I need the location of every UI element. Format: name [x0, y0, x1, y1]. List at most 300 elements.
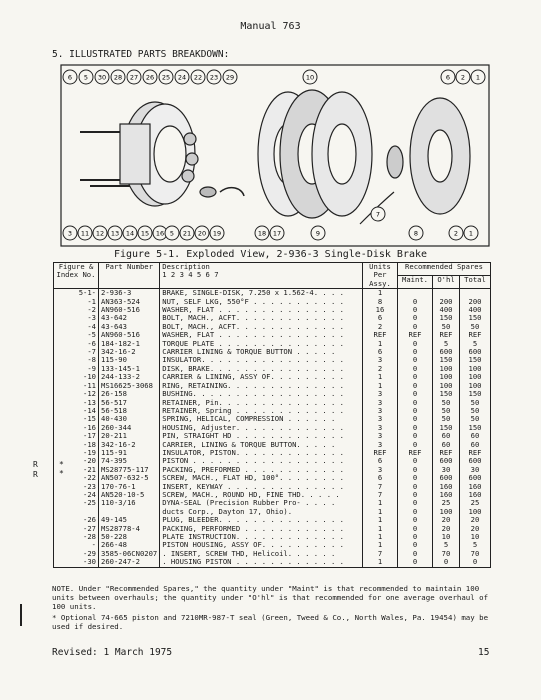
cell-total: 30 [460, 466, 491, 474]
cell-units: 16 [363, 306, 398, 314]
svg-text:26: 26 [145, 73, 155, 82]
cell-units: 6 [363, 457, 398, 465]
indent-levels: 1 2 3 4 5 6 7 [162, 270, 219, 280]
cell-total: 400 [460, 306, 491, 314]
cell-units: 3 [363, 415, 398, 423]
cell-total: 5 [460, 340, 491, 348]
svg-text:17: 17 [272, 229, 282, 238]
svg-text:22: 22 [193, 73, 203, 82]
cell-ohl: REF [433, 449, 460, 457]
cell-part-number: 342-16-2 [99, 441, 160, 449]
page-number: 15 [478, 647, 490, 658]
cell-units: 1 [363, 558, 398, 567]
svg-text:10: 10 [305, 73, 315, 82]
cell-ohl: 70 [433, 550, 460, 558]
cell-ohl: 150 [433, 424, 460, 432]
cell-maint: 0 [398, 373, 433, 381]
callout-8 [409, 226, 423, 240]
cell-units: 1 [363, 499, 398, 507]
cell-part-number: 50-228 [99, 533, 160, 541]
col-recommended-spares: Recommended Spares [398, 263, 491, 276]
optional-asterisk: * [59, 460, 64, 469]
svg-text:8: 8 [413, 229, 419, 238]
cell-part-number: 3585-06CN0207 [99, 550, 160, 558]
col-ohl: O'hl [433, 276, 460, 289]
cell-total: 100 [460, 373, 491, 381]
cell-total: 5 [460, 541, 491, 549]
callout-26 [143, 70, 157, 84]
cell-units: 3 [363, 441, 398, 449]
cell-figure-index: -24 [54, 491, 99, 499]
cell-part-number: AN520-10-5 [99, 491, 160, 499]
cell-description: SPRING, HELICAL, COMPRESSION . . . . . . [160, 415, 363, 423]
cell-ohl: 150 [433, 356, 460, 364]
cell-units: 1 [363, 373, 398, 381]
cell-ohl: 60 [433, 432, 460, 440]
change-bar [20, 604, 22, 626]
cell-ohl: 600 [433, 348, 460, 356]
cell-part-number: AN960-516 [99, 306, 160, 314]
cell-ohl: 5 [433, 541, 460, 549]
cell-description: INSULATOR. . . . . . . . . . . . . . . . . [160, 356, 363, 364]
cell-ohl: 25 [433, 499, 460, 507]
exploded-view-figure [60, 64, 490, 247]
cell-units: 3 [363, 399, 398, 407]
callout-21 [180, 226, 194, 240]
cell-units: 1 [363, 541, 398, 549]
cell-maint: 0 [398, 298, 433, 306]
cell-total: 100 [460, 382, 491, 390]
cell-maint: 0 [398, 499, 433, 507]
svg-text:20: 20 [197, 229, 207, 238]
cell-part-number: 260-344 [99, 424, 160, 432]
callout-1 [464, 226, 478, 240]
description-heading: Description [162, 262, 210, 271]
svg-text:28: 28 [113, 73, 123, 82]
cell-total: 160 [460, 491, 491, 499]
cell-part-number: AN960-516 [99, 331, 160, 339]
svg-text:23: 23 [209, 73, 219, 82]
cell-figure-index: -10 [54, 373, 99, 381]
callout-3 [63, 226, 77, 240]
callout-28 [111, 70, 125, 84]
cell-figure-index: -26 [54, 516, 99, 524]
callout-20 [195, 226, 209, 240]
cell-maint: 0 [398, 474, 433, 482]
cell-part-number: 56-518 [99, 407, 160, 415]
cell-ohl: 100 [433, 508, 460, 516]
callout-27 [127, 70, 141, 84]
callout-6 [441, 70, 455, 84]
svg-text:1: 1 [468, 229, 474, 238]
cell-ohl: 160 [433, 483, 460, 491]
cell-ohl: 100 [433, 382, 460, 390]
cell-total: 70 [460, 550, 491, 558]
cell-description: PISTON . . . . . . . . . . . . . . . . . . [160, 457, 363, 465]
svg-text:3: 3 [67, 229, 73, 238]
cell-units: 7 [363, 491, 398, 499]
cell-description: DISK, BRAKE. . . . . . . . . . . . . . . . [160, 365, 363, 373]
cell-figure-index: -11 [54, 382, 99, 390]
cell-ohl: 600 [433, 457, 460, 465]
cell-ohl: 20 [433, 516, 460, 524]
cell-maint: 0 [398, 407, 433, 415]
cell-description: BOLT, MACH., ACFT. . . . . . . . . . . . . [160, 323, 363, 331]
cell-maint: 0 [398, 323, 433, 331]
cell-maint: 0 [398, 356, 433, 364]
cell-figure-index: -29 [54, 550, 99, 558]
cell-description: RETAINER, Spring . . . . . . . . . . . . . [160, 407, 363, 415]
callout-19 [210, 226, 224, 240]
callout-7 [371, 207, 385, 221]
svg-text:12: 12 [95, 229, 105, 238]
cell-figure-index: -15 [54, 415, 99, 423]
cell-maint: 0 [398, 382, 433, 390]
cell-ohl: REF [433, 331, 460, 339]
cell-total: 150 [460, 356, 491, 364]
table-row [54, 558, 491, 567]
cell-ohl: 50 [433, 407, 460, 415]
cell-figure-index: -23 [54, 483, 99, 491]
callout-2 [456, 70, 470, 84]
cell-maint: 0 [398, 525, 433, 533]
cell-units: 3 [363, 432, 398, 440]
cell-figure-index: -17 [54, 432, 99, 440]
cell-total: 0 [460, 558, 491, 567]
cell-description: PISTON HOUSING, ASSY OF. . . . . . . . . . [160, 541, 363, 549]
cell-ohl: 400 [433, 306, 460, 314]
cell-maint: 0 [398, 390, 433, 398]
callout-14 [123, 226, 137, 240]
callout-22 [191, 70, 205, 84]
cell-description: CARRIER, LINING & TORQUE BUTTON. . . . . [160, 441, 363, 449]
note-optional: * Optional 74-665 piston and 7210MR-987-T seal (Green, Tweed & Co., North Wales, Pa. 19454) may be used if desired. [52, 613, 489, 631]
svg-text:6: 6 [445, 73, 451, 82]
cell-part-number: 20-211 [99, 432, 160, 440]
cell-maint: 0 [398, 533, 433, 541]
cell-maint: REF [398, 331, 433, 339]
svg-text:6: 6 [67, 73, 73, 82]
cell-figure-index: -27 [54, 525, 99, 533]
cell-description: WASHER, FLAT . . . . . . . . . . . . . . . [160, 331, 363, 339]
svg-text:21: 21 [182, 229, 192, 238]
cell-figure-index: -12 [54, 390, 99, 398]
cell-total: 160 [460, 483, 491, 491]
cell-total: 100 [460, 365, 491, 373]
cell-units: 6 [363, 348, 398, 356]
cell-figure-index: -1 [54, 298, 99, 306]
cell-total: 150 [460, 314, 491, 322]
cell-ohl: 0 [433, 558, 460, 567]
cell-figure-index: -20 [54, 457, 99, 465]
cell-maint: 0 [398, 365, 433, 373]
cell-total: REF [460, 331, 491, 339]
cell-part-number: 184-182-1 [99, 340, 160, 348]
cell-description: BOLT, MACH., ACFT. . . . . . . . . . . . . [160, 314, 363, 322]
cell-total: 60 [460, 441, 491, 449]
callout-1 [471, 70, 485, 84]
cell-figure-index: -14 [54, 407, 99, 415]
svg-text:30: 30 [97, 73, 107, 82]
cell-maint: 0 [398, 541, 433, 549]
cell-description: PACKING, PREFORMED . . . . . . . . . . . . [160, 466, 363, 474]
col-total: Total [460, 276, 491, 289]
cell-description: CARRIER LINING & TORQUE BUTTON . . . . . [160, 348, 363, 356]
svg-text:1: 1 [475, 73, 481, 82]
callout-18 [255, 226, 269, 240]
cell-units: 3 [363, 356, 398, 364]
cell-units: 1 [363, 533, 398, 541]
cell-total: 600 [460, 457, 491, 465]
cell-part-number: 74-395 [99, 457, 160, 465]
svg-text:15: 15 [140, 229, 150, 238]
cell-description: . INSERT, SCREW THD, Helicoil. . . . . . [160, 550, 363, 558]
cell-figure-index: -30 [54, 558, 99, 567]
callout-24 [175, 70, 189, 84]
callout-25 [159, 70, 173, 84]
cell-figure-index: -5 [54, 331, 99, 339]
svg-text:2: 2 [453, 229, 459, 238]
cell-units: 6 [363, 314, 398, 322]
cell-ohl: 100 [433, 373, 460, 381]
cell-maint: 0 [398, 516, 433, 524]
cell-maint: 0 [398, 340, 433, 348]
callout-5 [165, 226, 179, 240]
cell-total: 50 [460, 407, 491, 415]
svg-text:16: 16 [155, 229, 165, 238]
cell-figure-index: -8 [54, 356, 99, 364]
col-part-number: Part Number [99, 263, 160, 289]
cell-maint: 0 [398, 441, 433, 449]
cell-figure-index: -16 [54, 424, 99, 432]
cell-units: 1 [363, 525, 398, 533]
cell-units: 3 [363, 424, 398, 432]
cell-description: RETAINER, Pin. . . . . . . . . . . . . . . [160, 399, 363, 407]
cell-total: 20 [460, 525, 491, 533]
cell-figure-index: -7 [54, 348, 99, 356]
cell-maint: 0 [398, 508, 433, 516]
cell-maint: 0 [398, 558, 433, 567]
cell-description: TORQUE PLATE . . . . . . . . . . . . . . . [160, 340, 363, 348]
cell-units: 2 [363, 323, 398, 331]
cell-description: DYNA-SEAL (Precision Rubber Pro- . . . . [160, 499, 363, 507]
revision-mark: R [33, 460, 38, 469]
cell-figure-index: -28 [54, 533, 99, 541]
cell-total: 60 [460, 432, 491, 440]
cell-ohl: 200 [433, 298, 460, 306]
cell-total: 150 [460, 424, 491, 432]
cell-ohl: 100 [433, 365, 460, 373]
cell-figure-index: -2 [54, 306, 99, 314]
callout-6 [63, 70, 77, 84]
cell-units: 2 [363, 365, 398, 373]
cell-units: 1 [363, 289, 398, 298]
cell-ohl: 50 [433, 399, 460, 407]
cell-units: 3 [363, 390, 398, 398]
cell-total: 25 [460, 499, 491, 507]
cell-maint: 0 [398, 432, 433, 440]
cell-figure-index: -19 [54, 449, 99, 457]
cell-description: BUSHING. . . . . . . . . . . . . . . . . . [160, 390, 363, 398]
cell-total: 50 [460, 415, 491, 423]
cell-maint: 0 [398, 314, 433, 322]
svg-text:5: 5 [169, 229, 175, 238]
cell-description: CARRIER & LINING, ASSY OF. . . . . . . . . [160, 373, 363, 381]
cell-part-number: AN507-632-5 [99, 474, 160, 482]
cell-description: INSULATOR, PISTON. . . . . . . . . . . . . [160, 449, 363, 457]
cell-part-number: 115-90 [99, 356, 160, 364]
cell-description: NUT, SELF LKG, 550°F . . . . . . . . . . . [160, 298, 363, 306]
cell-part-number: MS28778-4 [99, 525, 160, 533]
cell-description: PACKING, PERFORMED . . . . . . . . . . . . [160, 525, 363, 533]
cell-figure-index: -25 [54, 499, 99, 507]
cell-ohl: 150 [433, 314, 460, 322]
cell-part-number: 244-133-2 [99, 373, 160, 381]
svg-text:14: 14 [125, 229, 135, 238]
cell-maint: 0 [398, 348, 433, 356]
cell-units: 7 [363, 550, 398, 558]
callout-11 [78, 226, 92, 240]
svg-text:25: 25 [161, 73, 171, 82]
cell-units: 1 [363, 340, 398, 348]
cell-units: 1 [363, 382, 398, 390]
cell-ohl: 10 [433, 533, 460, 541]
callout-5 [79, 70, 93, 84]
callout-9 [311, 226, 325, 240]
cell-description: HOUSING, Adjuster. . . . . . . . . . . . . [160, 424, 363, 432]
parts-table [53, 262, 491, 568]
cell-units: REF [363, 331, 398, 339]
parts-table-body [54, 289, 491, 567]
section-title: 5. ILLUSTRATED PARTS BREAKDOWN: [52, 49, 230, 60]
cell-units: 3 [363, 407, 398, 415]
cell-ohl: 160 [433, 491, 460, 499]
cell-maint: 0 [398, 550, 433, 558]
svg-text:2: 2 [460, 73, 466, 82]
cell-part-number: 260-247-2 [99, 558, 160, 567]
figure-caption: Figure 5-1. Exploded View, 2-936-3 Single-Disk Brake [113, 249, 428, 260]
cell-description: . HOUSING PISTON . . . . . . . . . . . . . [160, 558, 363, 567]
cell-maint: 0 [398, 415, 433, 423]
svg-text:29: 29 [225, 73, 235, 82]
cell-units: 3 [363, 466, 398, 474]
cell-part-number: 110-3/16 [99, 499, 160, 507]
cell-part-number: 133-145-1 [99, 365, 160, 373]
cell-ohl: 60 [433, 441, 460, 449]
cell-part-number: 43-642 [99, 314, 160, 322]
svg-text:18: 18 [257, 229, 267, 238]
cell-figure-index: -9 [54, 365, 99, 373]
cell-ohl: 30 [433, 466, 460, 474]
svg-text:13: 13 [110, 229, 120, 238]
note-spares: NOTE. Under "Recommended Spares," the quantity under "Maint" is that recommended to maintain 100 units between overhauls; the quantity under "O'hl" is that recommended for one average overhaul of 100 units. [52, 584, 489, 611]
cell-figure-index: -3 [54, 314, 99, 322]
cell-description: PLUG, BLEEDER. . . . . . . . . . . . . . . [160, 516, 363, 524]
cell-description: PIN, STRAIGHT HD . . . . . . . . . . . . . [160, 432, 363, 440]
cell-ohl: 600 [433, 474, 460, 482]
cell-part-number: 43-643 [99, 323, 160, 331]
svg-text:27: 27 [129, 73, 139, 82]
cell-description: INSERT, KEYWAY . . . . . . . . . . . . . . [160, 483, 363, 491]
svg-text:19: 19 [212, 229, 222, 238]
cell-units: 8 [363, 298, 398, 306]
cell-total: 200 [460, 298, 491, 306]
svg-text:9: 9 [315, 229, 321, 238]
revision-mark: R [33, 470, 38, 479]
cell-figure-index: 5-1- [54, 289, 99, 298]
cell-total: 600 [460, 474, 491, 482]
callout-23 [207, 70, 221, 84]
cell-figure-index: -22 [54, 474, 99, 482]
cell-maint: 0 [398, 424, 433, 432]
callout-17 [270, 226, 284, 240]
cell-ohl: 20 [433, 525, 460, 533]
svg-text:5: 5 [83, 73, 89, 82]
cell-total: REF [460, 449, 491, 457]
callout-15 [138, 226, 152, 240]
cell-total: 20 [460, 516, 491, 524]
cell-maint: 0 [398, 399, 433, 407]
cell-figure-index: -21 [54, 466, 99, 474]
cell-description: PLATE INSTRUCTION. . . . . . . . . . . . . [160, 533, 363, 541]
cell-part-number: 115-91 [99, 449, 160, 457]
cell-units: 6 [363, 474, 398, 482]
cell-total: 150 [460, 390, 491, 398]
cell-figure-index: -18 [54, 441, 99, 449]
cell-part-number: 2-936-3 [99, 289, 160, 298]
cell-figure-index: -13 [54, 399, 99, 407]
cell-maint: 0 [398, 491, 433, 499]
cell-units: REF [363, 449, 398, 457]
cell-ohl: 50 [433, 323, 460, 331]
callout-12 [93, 226, 107, 240]
cell-figure-index: -6 [54, 340, 99, 348]
cell-total: 50 [460, 323, 491, 331]
cell-total: 50 [460, 399, 491, 407]
cell-maint: 0 [398, 483, 433, 491]
svg-text:24: 24 [177, 73, 187, 82]
cell-total: 600 [460, 348, 491, 356]
manual-number: Manual 763 [240, 21, 301, 32]
cell-ohl: 50 [433, 415, 460, 423]
callout-29 [223, 70, 237, 84]
cell-units: 1 [363, 516, 398, 524]
cell-maint: 0 [398, 306, 433, 314]
cell-maint: 0 [398, 457, 433, 465]
callout-10 [303, 70, 317, 84]
callout-13 [108, 226, 122, 240]
cell-description: ducts Corp., Dayton 17, Ohio). [160, 508, 363, 516]
cell-total: 100 [460, 508, 491, 516]
cell-part-number: 170-76-1 [99, 483, 160, 491]
cell-part-number: 266-48 [99, 541, 160, 549]
cell-part-number: 40-430 [99, 415, 160, 423]
cell-maint: 0 [398, 466, 433, 474]
callout-2 [449, 226, 463, 240]
cell-figure-index: -4 [54, 323, 99, 331]
callout-30 [95, 70, 109, 84]
cell-part-number: MS28775-117 [99, 466, 160, 474]
cell-units: 1 [363, 508, 398, 516]
col-figure-index: Figure & Index No. [54, 263, 99, 289]
cell-part-number: MS16625-3068 [99, 382, 160, 390]
cell-maint: REF [398, 449, 433, 457]
cell-units: 7 [363, 483, 398, 491]
cell-part-number: 26-158 [99, 390, 160, 398]
cell-description: SCREW, MACH., ROUND HD, FINE THD. . . . . [160, 491, 363, 499]
cell-description: RING, RETAINING. . . . . . . . . . . . . . [160, 382, 363, 390]
cell-description: WASHER, FLAT . . . . . . . . . . . . . . . [160, 306, 363, 314]
